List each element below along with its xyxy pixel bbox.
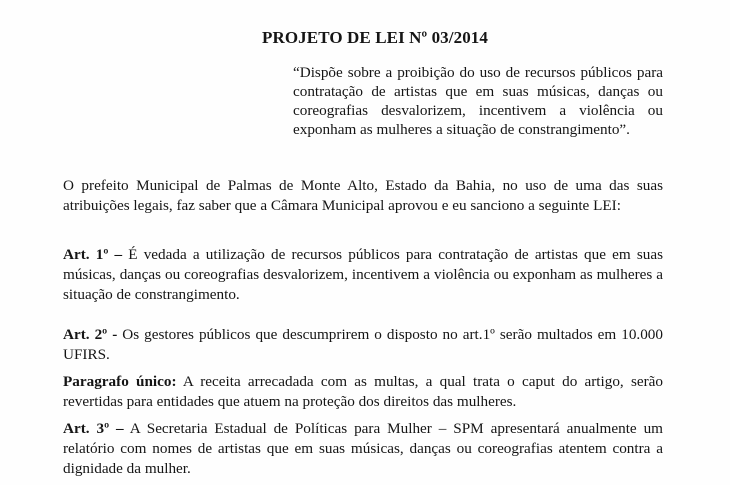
article-1 [63,245,663,305]
article-2 [63,325,663,365]
article-1-label: Art. 1º – [63,246,123,263]
paragrafo-unico [63,372,663,412]
article-1-text: É vedada a utilização de recursos públicos para contratação de artistas que em suas músicas, danças ou coreografias desvalorizem, incentivem a violência ou exponham as mulheres a situação de constrangimento. [63,246,663,303]
paragrafo-unico-label: Paragrafo único: [63,373,177,390]
paragrafo-unico-text: A receita arrecadada com as multas, a qual trata o caput do artigo, serão revertidas para entidades que atuem na proteção dos direitos das mulheres. [63,373,663,410]
document-title: PROJETO DE LEI Nº 03/2014 [262,28,488,47]
article-3-text: A Secretaria Estadual de Políticas para Mulher – SPM apresentará anualmente um relatório com nomes de artistas que em suas músicas, danças ou coreografias atentem contra a dignidade da mulher. [63,420,663,477]
article-2-label: Art. 2º - [63,326,118,343]
article-3-label: Art. 3º – [63,420,124,437]
ementa-text: “Dispõe sobre a proibição do uso de recursos públicos para contratação de artistas que em suas músicas, danças ou coreografias desvalorizem, incentivem a violência ou exponham as mulheres a situação de constrangimento”. [293,64,663,138]
article-3 [63,419,663,479]
article-2-text: Os gestores públicos que descumprirem o disposto no art.1º serão multados em 10.000 UFIRS. [63,326,663,363]
preamble-paragraph: O prefeito Municipal de Palmas de Monte Alto, Estado da Bahia, no uso de uma das suas atribuições legais, faz saber que a Câmara Municipal aprovou e eu sanciono a seguinte LEI: [63,177,663,214]
